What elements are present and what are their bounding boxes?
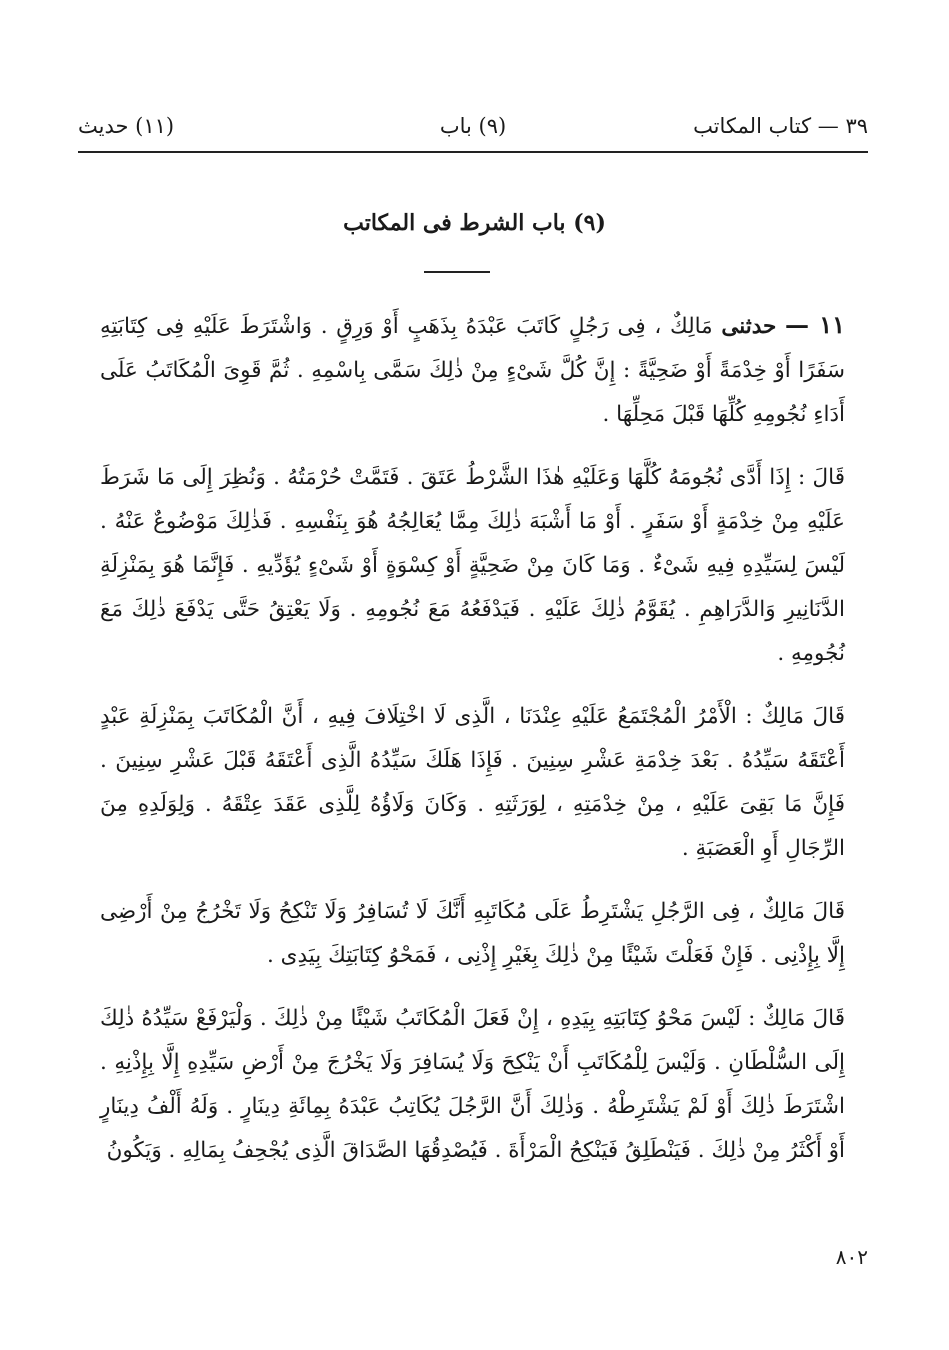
running-header [78,108,868,148]
header-hadith: (١١) حديث [78,114,175,138]
header-chapter: (٩) باب [439,114,507,138]
hadith-number: ١١ — [785,310,845,339]
hadith-paragraph [100,303,845,437]
page-body [100,303,845,1173]
page-number: ٨٠٢ [835,1245,868,1269]
title-divider [424,271,490,273]
header-book-title: ٣٩ — كتاب المكاتب [693,114,868,138]
hadith-intro: حدثنى [721,314,777,339]
paragraph-4: قَالَ مَالِكٌ : لَيْسَ مَحْوُ كِتَابَتِهِ بِيَدِهِ ، إِنْ فَعَلَ الْمُكَاتَبُ شَيْئًا مِنْ ذٰلِكَ . وَلْيَرْفَعْ سَيِّدُهُ ذٰلِكَ إِلَى السُّلْطَانِ . وَلَيْسَ لِلْمُكَاتَبِ أَنْ يَنْكِحَ وَلَا يُسَافِرَ وَلَا يَخْرُجَ مِنْ أَرْضِ سَيِّدِهِ إِلَّا بِإِذْنِهِ . اشْتَرَطَ ذٰلِكَ أَوْ لَمْ يَشْتَرِطْهُ . وَذٰلِكَ أَنَّ الرَّجُلَ يُكَاتِبُ عَبْدَهُ بِمِائَةِ دِينَارٍ . وَلَهُ أَلْفُ دِينَارٍ أَوْ أَكْثَرُ مِنْ ذٰلِكَ . فَيَنْطَلِقُ فَيَنْكِحُ الْمَرْأَةَ . فَيُصْدِقُهَا الصَّدَاقَ الَّذِى يُجْحِفُ بِمَالِهِ . وَيَكُونُ [100,1006,845,1163]
chapter-title: (٩) باب الشرط فى المكاتب [343,210,606,236]
header-divider [78,151,868,153]
paragraph-2: قَالَ مَالِكٌ : الْأَمْرُ الْمُجْتَمَعُ عَلَيْهِ عِنْدَنَا ، الَّذِى لَا اخْتِلَافَ فِيهِ ، أَنَّ الْمُكَاتَبَ بِمَنْزِلَةِ عَبْدٍ أَعْتَقَهُ سَيِّدُهُ . بَعْدَ خِدْمَةِ عَشْرِ سِنِينَ . فَإِذَا هَلَكَ سَيِّدُهُ الَّذِى أَعْتَقَهُ قَبْلَ عَشْرِ سِنِينَ . فَإِنَّ مَا بَقِىَ عَلَيْهِ ، مِنْ خِدْمَتِهِ ، لِوَرَثَتِهِ . وَكَانَ وَلَاؤُهُ لِلَّذِى عَقَدَ عِتْقَهُ . وَلِوَلَدِهِ مِنَ الرِّجَالِ أَوِ الْعَصَبَةِ . [100,704,845,861]
paragraph-3: قَالَ مَالِكٌ ، فِى الرَّجُلِ يَشْتَرِطُ عَلَى مُكَاتَبِهِ أَنَّكَ لَا تُسَافِرُ وَلَا تَنْكِحُ وَلَا تَخْرُجُ مِنْ أَرْضِى إِلَّا بِإِذْنِى . فَإِنْ فَعَلْتَ شَيْئًا مِنْ ذٰلِكَ بِغَيْرِ إِذْنِى ، فَمَحْوُ كِتَابَتِكَ بِيَدِى . [100,899,845,968]
paragraph-1: قَالَ : إِذَا أَدَّى نُجُومَهُ كُلَّهَا وَعَلَيْهِ هٰذَا الشَّرْطُ عَتَقَ . فَتَمَّتْ حُرْمَتُهُ . وَنُظِرَ إِلَى مَا شَرَطَ عَلَيْهِ مِنْ خِدْمَةٍ أَوْ سَفَرٍ . أَوْ مَا أَشْبَهَ ذٰلِكَ مِمَّا يُعَالِجُهُ هُوَ بِنَفْسِهِ . فَذٰلِكَ مَوْضُوعٌ عَنْهُ . لَيْسَ لِسَيِّدِهِ فِيهِ شَىْءٌ . وَمَا كَانَ مِنْ ضَحِيَّةٍ أَوْ كِسْوَةٍ أَوْ شَىْءٍ يُؤَدِّيهِ . فَإِنَّمَا هُوَ بِمَنْزِلَةِ الدَّنَانِيرِ وَالدَّرَاهِمِ . يُقَوَّمُ ذٰلِكَ عَلَيْهِ . فَيَدْفَعُهُ مَعَ نُجُومِهِ . وَلَا يَعْتِقُ حَتَّى يَدْفَعَ ذٰلِكَ مَعَ نُجُومِهِ . [100,465,845,666]
hadith-text: مَالِكٌ ، فِى رَجُلٍ كَاتَبَ عَبْدَهُ بِذَهَبٍ أَوْ وَرِقٍ . وَاشْتَرَطَ عَلَيْهِ فِى كِتَابَتِهِ سَفَرًا أَوْ خِدْمَةً أَوْ ضَحِيَّةً : إِنَّ كُلَّ شَىْءٍ مِنْ ذٰلِكَ سَمَّى بِاسْمِهِ . ثُمَّ قَوِىَ الْمُكَاتَبُ عَلَى أَدَاءِ نُجُومِهِ كُلِّهَا قَبْلَ مَحِلِّهَا . [100,314,845,427]
